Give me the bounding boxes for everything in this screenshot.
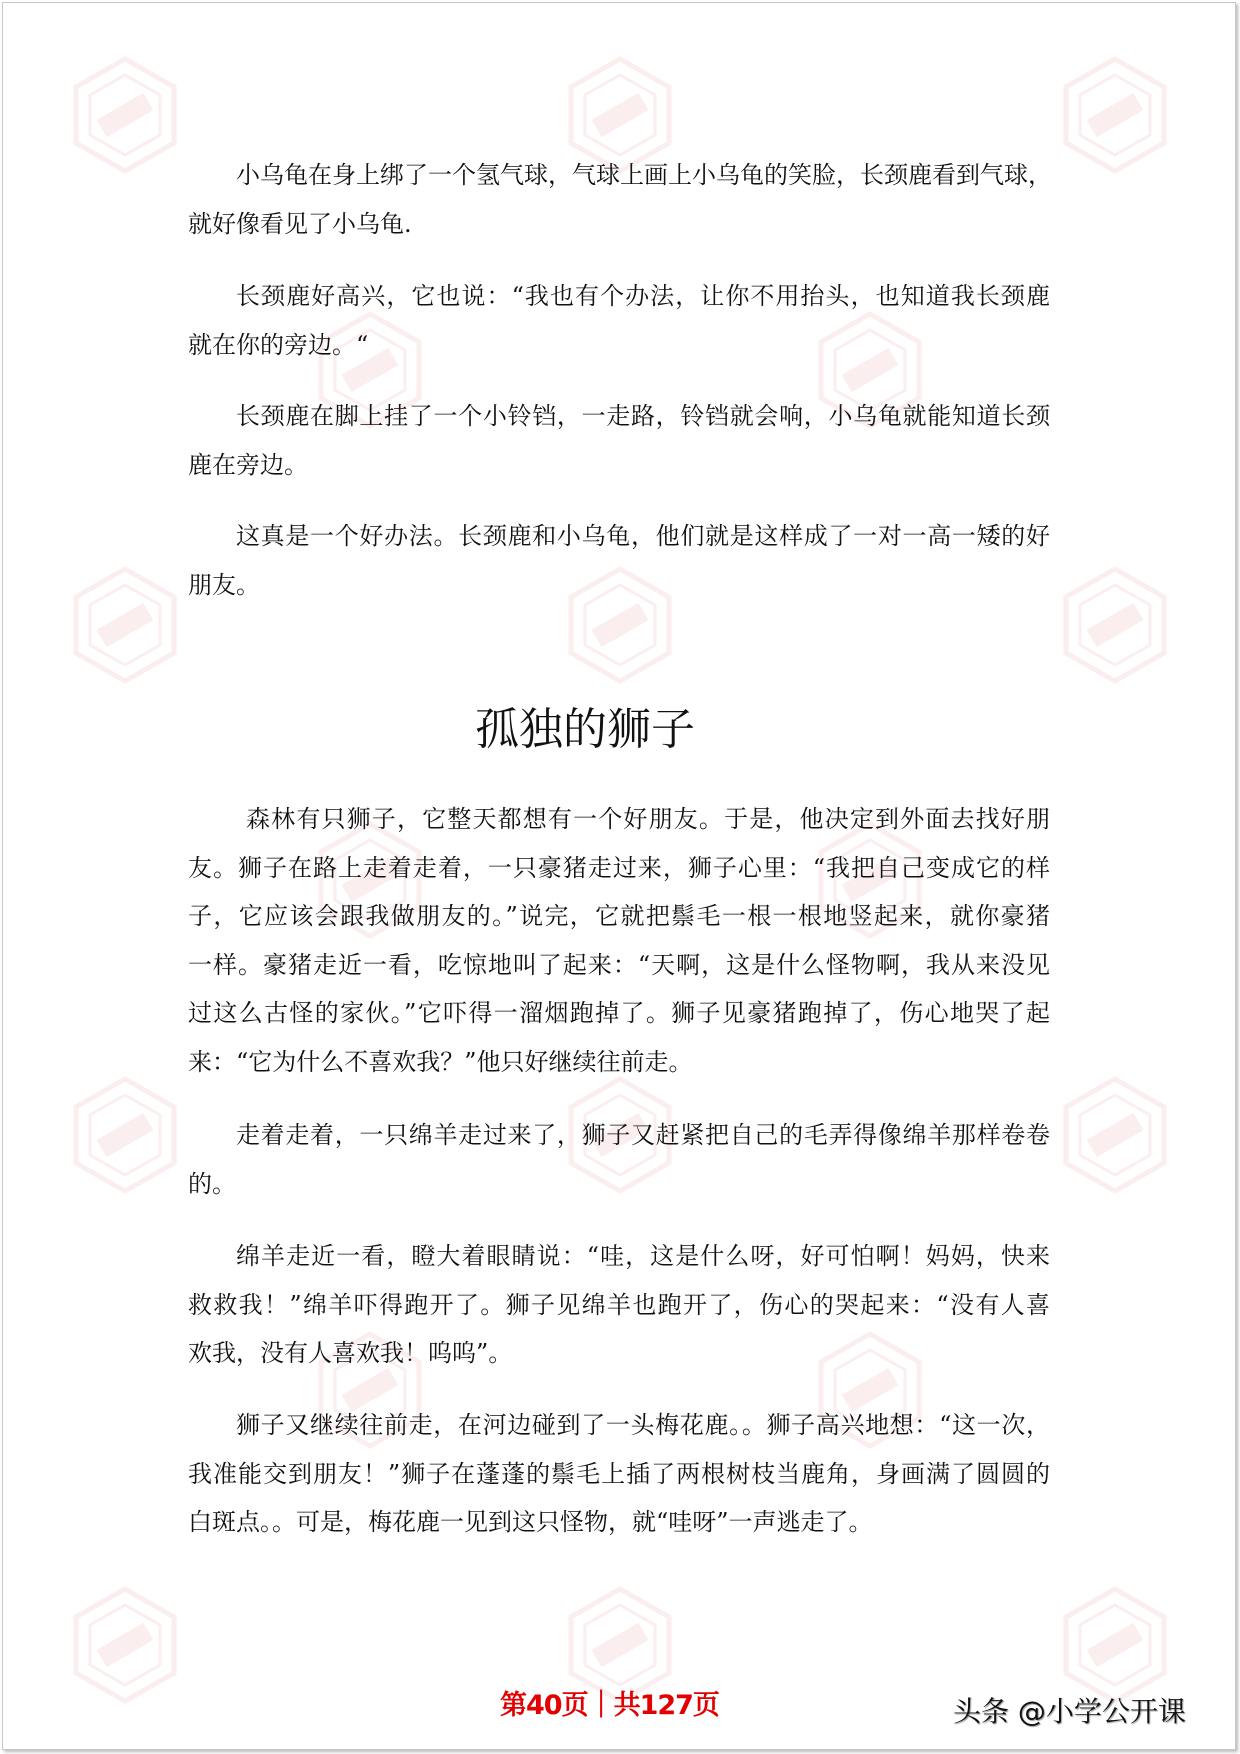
text-line: 狮子又继续往前走，在河边碰到了一头梅花鹿。。狮子高兴地想：“这一次， bbox=[236, 1411, 1050, 1439]
text-line: 友。狮子在路上走着走着，一只豪猪走过来，狮子心里：“我把自己变成它的样 bbox=[188, 853, 1050, 882]
watermark-logo-icon bbox=[70, 55, 180, 175]
text-line: 朋友。 bbox=[188, 570, 260, 599]
watermark-logo-icon bbox=[70, 565, 180, 685]
watermark-logo-icon bbox=[1060, 1075, 1170, 1195]
watermark-logo-icon bbox=[1060, 565, 1170, 685]
watermark-logo-icon bbox=[1060, 1585, 1170, 1705]
paragraph bbox=[188, 392, 1050, 489]
text-line: 欢我，没有人喜欢我！呜呜”。 bbox=[188, 1339, 513, 1367]
text-line: 绵羊走近一看，瞪大着眼睛说：“哇，这是什么呀，好可怕啊！妈妈，快来 bbox=[236, 1242, 1050, 1270]
text-line: 就在你的旁边。“ bbox=[188, 330, 369, 359]
text-line: 鹿在旁边。 bbox=[188, 450, 308, 479]
watermark-brand: 头条 @小学公开课 bbox=[953, 1695, 1186, 1728]
text-line: 长颈鹿在脚上挂了一个小铃铛，一走路，铃铛就会响，小乌龟就能知道长颈 bbox=[236, 402, 1050, 430]
text-line: 的。 bbox=[188, 1169, 236, 1198]
paragraph bbox=[188, 1401, 1050, 1547]
watermark-logo-icon bbox=[70, 1585, 180, 1705]
text-line: 小乌龟在身上绑了一个氢气球，气球上画上小乌龟的笑脸，长颈鹿看到气球， bbox=[236, 161, 1052, 189]
text-line: 长颈鹿好高兴，它也说：“我也有个办法，让你不用抬头，也知道我长颈鹿 bbox=[236, 282, 1050, 310]
text-line: 就好像看见了小乌龟. bbox=[188, 209, 412, 238]
story-title: 孤独的狮子 bbox=[475, 704, 695, 755]
text-line: 过这么古怪的家伙。”它吓得一溜烟跑掉了。狮子见豪猪跑掉了，伤心地哭了起 bbox=[188, 999, 1050, 1027]
paragraph bbox=[188, 151, 1050, 248]
text-line: 一样。豪猪走近一看，吃惊地叫了起来：“天啊，这是什么怪物啊，我从来没见 bbox=[188, 950, 1050, 979]
paragraph bbox=[188, 1111, 1050, 1208]
text-line: 白斑点。。可是，梅花鹿一见到这只怪物，就“哇呀”一声逃走了。 bbox=[188, 1508, 873, 1536]
text-line: 森林有只狮子，它整天都想有一个好朋友。于是，他决定到外面去找好朋 bbox=[246, 805, 1050, 833]
watermark-logo-icon bbox=[1060, 55, 1170, 175]
text-line: 走着走着，一只绵羊走过来了，狮子又赶紧把自己的毛弄得像绵羊那样卷卷 bbox=[236, 1121, 1050, 1149]
watermark-logo-icon bbox=[70, 1075, 180, 1195]
paragraph bbox=[188, 272, 1050, 369]
text-line: 来：“它为什么不喜欢我？”他只好继续往前走。 bbox=[188, 1047, 693, 1076]
page-indicator: 第40页｜共127页 bbox=[500, 1690, 719, 1721]
text-line: 我准能交到朋友！”狮子在蓬蓬的鬃毛上插了两根树枝当鹿角，身画满了圆圆的 bbox=[188, 1459, 1050, 1488]
text-line: 救救我！”绵羊吓得跑开了。狮子见绵羊也跑开了，伤心的哭起来：“没有人喜 bbox=[188, 1290, 1050, 1319]
paragraph bbox=[188, 1232, 1050, 1378]
text-line: 子，它应该会跟我做朋友的。”说完，它就把鬃毛一根一根地竖起来，就你豪猪 bbox=[188, 902, 1050, 930]
text-line: 这真是一个好办法。长颈鹿和小乌龟，他们就是这样成了一对一高一矮的好 bbox=[236, 522, 1050, 550]
paragraph bbox=[188, 795, 1050, 1086]
paragraph bbox=[188, 512, 1050, 609]
